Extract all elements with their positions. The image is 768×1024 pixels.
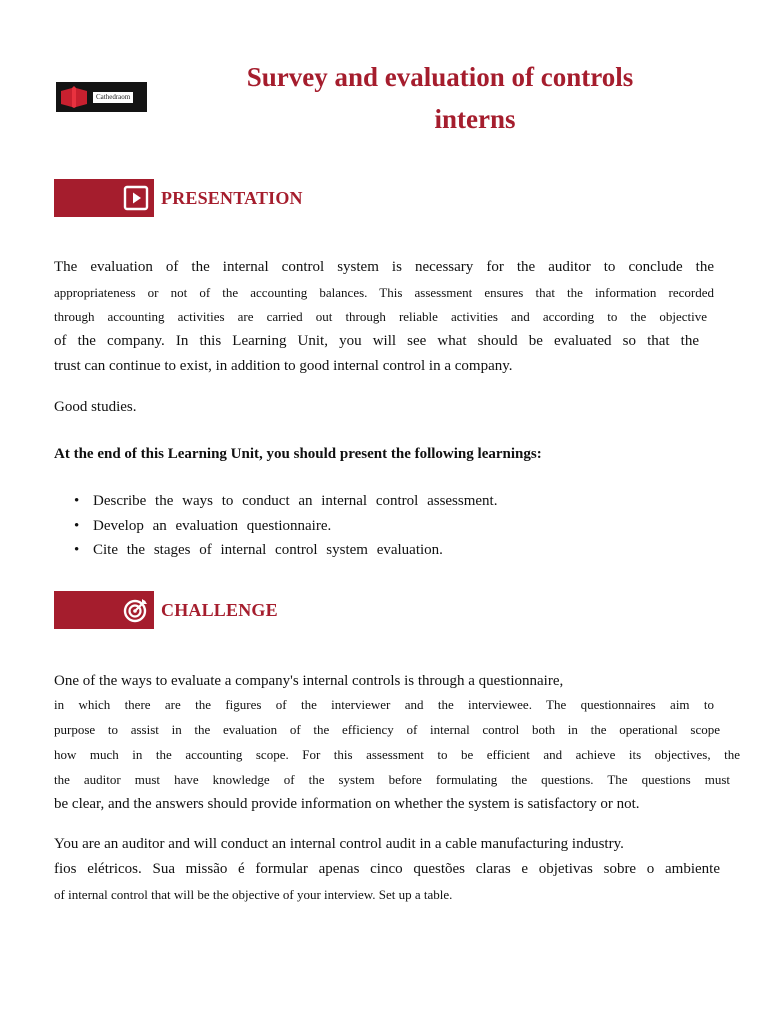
presentation-title: PRESENTATION xyxy=(161,187,303,208)
list-item: • Develop an evaluation questionnaire. xyxy=(74,514,497,539)
challenge-line-4: how much in the accounting scope. For this assessment to be efficient and achieve its objectives, the xyxy=(54,747,740,762)
presentation-line-5: trust can continue to exist, in addition to good internal control in a company. xyxy=(54,358,513,374)
list-item: • Cite the stages of internal control system evaluation. xyxy=(74,538,497,563)
presentation-bar xyxy=(54,179,154,217)
challenge-p2-line-3: of internal control that will be the objective of your interview. Set up a table. xyxy=(54,887,453,902)
presentation-line-1: The evaluation of the internal control system is necessary for the auditor to conclude the xyxy=(54,259,714,275)
challenge-line-3: purpose to assist in the evaluation of the efficiency of internal control both in the operational scope xyxy=(54,722,720,737)
target-icon xyxy=(122,596,150,624)
challenge-p2-line-2: fios elétricos. Sua missão é formular apenas cinco questões claras e objetivas sobre o ambiente xyxy=(54,861,720,877)
logo xyxy=(56,82,147,112)
book-icon xyxy=(59,85,89,109)
learnings-list xyxy=(74,489,497,563)
challenge-bar xyxy=(54,591,154,629)
play-icon xyxy=(122,184,150,212)
page-title xyxy=(160,56,720,140)
presentation-line-3: through accounting activities are carried out through reliable activities and according to the objective xyxy=(54,309,707,324)
presentation-line-2: appropriateness or not of the accounting balances. This assessment ensures that the information recorded xyxy=(54,285,714,300)
challenge-title: CHALLENGE xyxy=(161,599,278,620)
challenge-line-2: in which there are the figures of the interviewer and the interviewee. The questionnaires aim to xyxy=(54,697,714,712)
learnings-intro: At the end of this Learning Unit, you should present the following learnings: xyxy=(54,446,542,462)
presentation-line-4: of the company. In this Learning Unit, you will see what should be evaluated so that the xyxy=(54,333,699,349)
closing-text: Good studies. xyxy=(54,399,137,415)
list-item: • Describe the ways to conduct an internal control assessment. xyxy=(74,489,497,514)
challenge-line-6: be clear, and the answers should provide information on whether the system is satisfactory or not. xyxy=(54,796,640,812)
logo-text: Cathedraom xyxy=(93,92,133,103)
title-line-1: Survey and evaluation of controls xyxy=(246,62,634,92)
challenge-line-1: One of the ways to evaluate a company's internal controls is through a questionnaire, xyxy=(54,673,564,689)
challenge-heading xyxy=(54,591,278,629)
title-line-2: interns xyxy=(434,104,516,134)
presentation-heading xyxy=(54,179,303,217)
challenge-line-5: the auditor must have knowledge of the system before formulating the questions. The questions must xyxy=(54,772,730,787)
challenge-p2-line-1: You are an auditor and will conduct an internal control audit in a cable manufacturing industry. xyxy=(54,836,624,852)
